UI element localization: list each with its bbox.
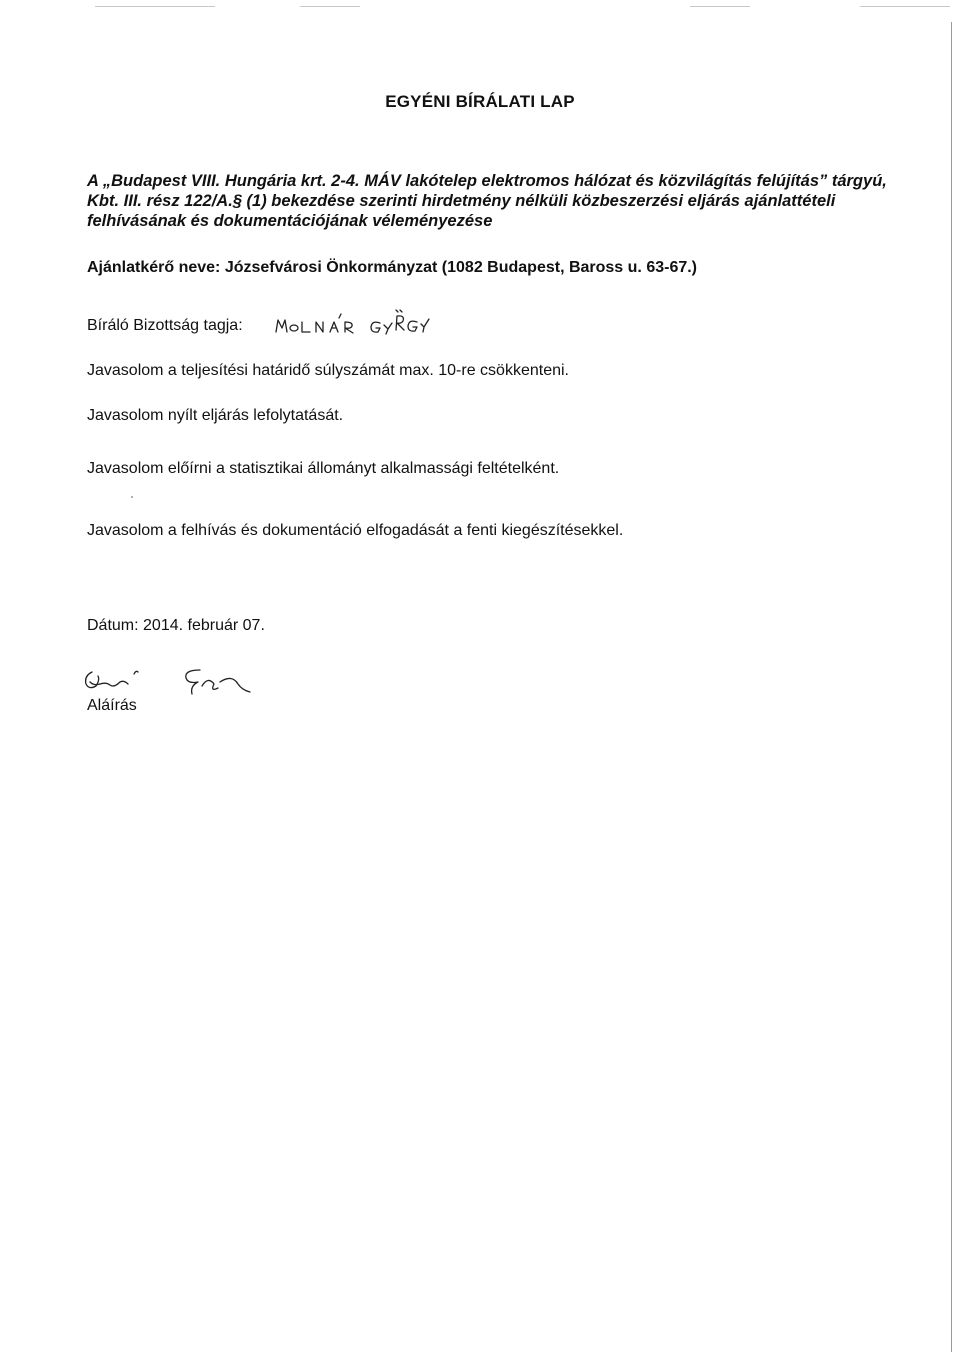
- document-title: EGYÉNI BÍRÁLATI LAP: [385, 92, 575, 111]
- proposal-3: Javasolom előírni a statisztikai állományt alkalmassági feltételként.: [87, 460, 560, 477]
- signature-label: Aláírás: [87, 697, 137, 714]
- signature: [80, 660, 270, 702]
- contracting-authority: Ajánlatkérő neve: Józsefvárosi Önkormányzat (1082 Budapest, Baross u. 63-67.): [87, 259, 698, 276]
- document-date: Dátum: 2014. február 07.: [87, 617, 265, 634]
- scan-artifact: [131, 496, 133, 498]
- proposal-2: Javasolom nyílt eljárás lefolytatását.: [87, 407, 344, 424]
- scan-artifact: [95, 6, 215, 7]
- document-subject: A „Budapest VIII. Hungária krt. 2-4. MÁV lakótelep elektromos hálózat és közvilágítás felújítás” tárgyú, Kbt. III. rész 122/A.§ (1) bekezdése szerinti hirdetmény nélküli közbeszerzési eljárás ajánlattételi felhívásának és dokumentációjának véleményezése: [87, 172, 887, 230]
- scan-artifact: [690, 6, 750, 7]
- proposal-1: Javasolom a teljesítési határidő súlyszámát max. 10-re csökkenteni.: [87, 362, 569, 379]
- page-edge-rule: [951, 22, 952, 1352]
- scan-artifact: [860, 6, 950, 7]
- handwritten-member-name: [272, 304, 462, 340]
- scan-artifact: [300, 6, 360, 7]
- committee-member-label: Bíráló Bizottság tagja:: [87, 317, 243, 334]
- proposal-4: Javasolom a felhívás és dokumentáció elfogadását a fenti kiegészítésekkel.: [87, 522, 624, 539]
